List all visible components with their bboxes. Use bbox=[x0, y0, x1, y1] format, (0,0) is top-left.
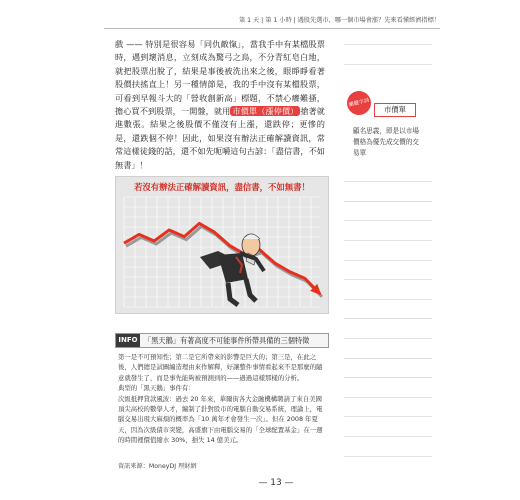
highlight-term: 市價單（漲停價） bbox=[232, 106, 299, 117]
note-line bbox=[344, 299, 432, 300]
note-line bbox=[344, 240, 432, 241]
info-paragraph: 次級抵押貸款風波：過去 20 年來，華爾街各大金融機構聘請了來自美國頂尖高校的數學人才，編制了針對股市的電腦自動交易系統，理論上，電腦交易出現大麻煩的概率為「10 萬年才會發生一次」。但在 2008 年夏天，因為次級債市突變，高盛旗下由電腦交易的「全球配置基金」在一週的時間裡價值縮水 30%，損失 14 億美元。 bbox=[118, 394, 323, 445]
note-line bbox=[344, 318, 432, 319]
info-box-title: 「黑天鵝」有著高度不可能事件所帶具備的三個特徵 bbox=[144, 336, 310, 345]
term-definition: 顧名思義，即是以市場價格為優先成交價的交易單 bbox=[353, 127, 419, 157]
page-number: — 13 — bbox=[258, 478, 294, 488]
note-line bbox=[344, 377, 432, 378]
note-line bbox=[344, 436, 432, 437]
note-line bbox=[344, 220, 432, 221]
chart-svg bbox=[116, 177, 328, 313]
running-header: 第 1 天 | 第 1 小時 | 遇股先選市，哪一個市場會漲？先來看懂經濟指標！ bbox=[238, 17, 440, 24]
note-line bbox=[344, 358, 432, 359]
note-line bbox=[344, 279, 432, 280]
body-text-part-1: 戲 —— 特別是很容易「同仇敵愾」，當我手中有某檔股票時，遇到壞消息，立刻成為驚弓之鳥，不分青紅皂白地，就把股票出脫了，結果是事後被洗出來之後，眼睜睜看著股價扶搖直上！另一種情節是，我的手中沒有某檔股票，可看到早報斗大的「營收創新高」標題，不禁心癢難搔，擔心買不到股票，一開盤，就用 bbox=[115, 39, 325, 117]
info-box-body bbox=[118, 352, 326, 446]
note-line bbox=[344, 181, 432, 182]
keyword-tag: 關鍵字詞 bbox=[344, 88, 373, 117]
body-paragraph bbox=[115, 38, 325, 172]
info-source: 資訊來源：MoneyDJ 理財網 bbox=[118, 463, 197, 470]
note-line bbox=[344, 44, 432, 45]
struggling-man-illustration bbox=[200, 234, 264, 305]
note-line bbox=[344, 397, 432, 398]
note-line bbox=[344, 416, 432, 417]
body-text-part-2: 搶著就進數張。結果之後股價不僅沒有上漲，還跌停；更慘的是，還跌個不停！因此，如果沒有辦法正確解讀資訊，常常這樣徒錢的話，還不如先呃嚼這句古諺：「盡信書，不如無書」！ bbox=[115, 106, 325, 170]
note-line bbox=[344, 338, 432, 339]
info-paragraph: 典型的「黑天鵝」事件有： bbox=[118, 384, 195, 393]
cartoon-chart bbox=[115, 176, 329, 314]
term-label: 市價單 bbox=[374, 103, 416, 117]
chart-grid bbox=[124, 197, 320, 307]
header-rule bbox=[104, 28, 440, 29]
note-line bbox=[344, 64, 432, 65]
info-badge: INFO bbox=[116, 334, 140, 347]
info-paragraph: 第一是不可預知性；第二是它所帶來的影響是巨大的；第三是，在此之後，人們總是試圖編造理由來作解釋，好讓整件事情看起來不是那麼的隨意就發生了，而是事先能夠被預測到的——過過這樣那樣的分析。 bbox=[118, 353, 323, 382]
note-line bbox=[344, 456, 432, 457]
note-line bbox=[344, 260, 432, 261]
note-line bbox=[344, 201, 432, 202]
info-box-title-bar bbox=[115, 333, 329, 348]
chart-title: 若沒有辦法正確解讀資訊，盡信書，不如無書！ bbox=[134, 182, 310, 192]
